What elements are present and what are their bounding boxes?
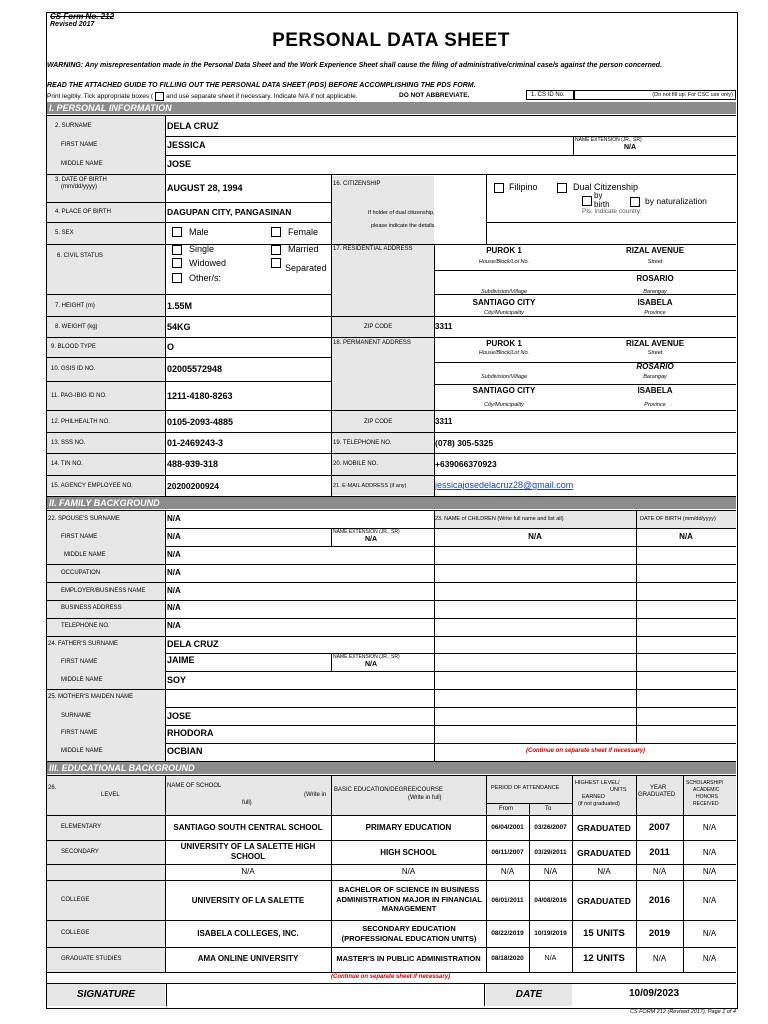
header-honors-4: RECEIVED [693, 801, 719, 807]
single-option: Single [189, 244, 215, 254]
row-level: GRADUATE STUDIES [61, 956, 122, 962]
res-zip-value[interactable]: 3311 [435, 322, 453, 331]
weight-label: 8. WEIGHT (kg) [55, 324, 98, 330]
height-label: 7. HEIGHT (m) [55, 303, 95, 309]
education-header-bg [47, 775, 736, 815]
row-units[interactable]: 12 UNITS [583, 953, 625, 964]
spouse-first-value[interactable]: N/A [167, 532, 181, 541]
header-units-2: UNITS [610, 787, 627, 793]
perm-house-value[interactable]: PUROK 1 [486, 339, 522, 348]
education-num: 26. [48, 785, 57, 791]
perm-zip-value[interactable]: 3311 [435, 417, 453, 426]
father-ext-value[interactable]: N/A [364, 661, 378, 668]
mobile-value[interactable]: +639066370923 [435, 459, 497, 469]
row-units[interactable]: N/A [597, 867, 611, 876]
surname-label: 2. SURNAME [55, 123, 92, 129]
row-units[interactable]: GRADUATED [577, 896, 631, 906]
row-year[interactable]: N/A [652, 954, 667, 963]
tin-label: 14. TIN NO. [51, 461, 83, 467]
perm-barangay-sub: Barangay [643, 374, 667, 380]
citizenship-label: 16. CITIZENSHIP [333, 181, 381, 187]
header-from: From [499, 806, 513, 812]
mother-first-label: FIRST NAME [61, 730, 98, 736]
read-guide-text: READ THE ATTACHED GUIDE TO FILLING OUT THE PERSONAL DATA SHEET (PDS) BEFORE ACCOMPLISHING THE PDS FORM. [47, 82, 476, 89]
row-school[interactable]: UNIVERSITY OF LA SALETTE HIGH SCHOOL [180, 842, 316, 861]
res-zip-label: ZIP CODE [364, 324, 393, 330]
row-level: COLLEGE [61, 930, 90, 936]
married-option: Married [288, 244, 319, 254]
tin-value[interactable]: 488-939-318 [167, 459, 219, 469]
telephone-label: 19. TELEPHONE NO. [333, 440, 392, 446]
middle-name-value[interactable]: JOSE [167, 159, 192, 169]
cs-id-field[interactable]: (Do not fill up. For CSC use only) [574, 90, 736, 100]
header-course-2: (Write in full) [408, 795, 442, 801]
education-level-bg [47, 815, 165, 973]
female-checkbox[interactable] [271, 227, 281, 237]
row-from[interactable]: 08/18/2020 [491, 955, 524, 962]
email-link[interactable]: jessicajosedelacruz28@gmail.com [435, 480, 574, 490]
row-to[interactable]: N/A [544, 955, 557, 962]
signature-field[interactable] [166, 984, 485, 1006]
row-honors[interactable]: N/A [702, 848, 717, 857]
header-school-3: full) [242, 800, 252, 806]
mother-first-value[interactable]: RHODORA [167, 728, 214, 738]
row-course[interactable]: PRIMARY EDUCATION [365, 823, 452, 832]
mother-surname-value[interactable]: JOSE [167, 711, 192, 721]
no-abbreviate-note: DO NOT ABBREVIATE. [399, 92, 470, 99]
mobile-label: 20. MOBILE NO. [333, 461, 379, 467]
revised-label: Revised 2017 [50, 21, 95, 28]
row-year[interactable]: 2019 [648, 928, 671, 939]
widowed-checkbox[interactable] [172, 258, 182, 268]
residential-address-label: 17. RESIDENTIAL ADDRESS [333, 246, 413, 252]
pob-value[interactable]: DAGUPAN CITY, PANGASINAN [167, 207, 292, 217]
mother-maiden-label: 25. MOTHER'S MAIDEN NAME [48, 694, 134, 700]
header-course-1: BASIC EDUCATION/DEGREE/COURSE [334, 787, 443, 793]
by-naturalization-option: by naturalization [645, 196, 707, 206]
perm-barangay-value[interactable]: ROSARIO [636, 362, 674, 371]
gsis-value[interactable]: 02005572948 [167, 364, 223, 374]
name-ext-label: NAME EXTENSION (JR., SR) [575, 137, 642, 143]
header-school-1: NAME OF SCHOOL [167, 783, 222, 789]
dob-value[interactable]: AUGUST 28, 1994 [167, 183, 243, 193]
male-option: Male [189, 227, 209, 237]
pagibig-value[interactable]: 1211-4180-8263 [167, 391, 233, 401]
row-units[interactable]: 15 UNITS [583, 928, 625, 939]
print-note: Print legibly. Tick appropriate boxes ( and use separate sheet if necessary. Indicate N/A if not applicable. [47, 93, 358, 101]
mother-middle-label: MIDDLE NAME [61, 748, 103, 754]
surname-value[interactable]: DELA CRUZ [167, 121, 219, 131]
res-city-sub: City/Municipality [484, 310, 524, 316]
row-level: COLLEGE [61, 897, 90, 903]
father-ext-label: NAME EXTENSION (JR., SR) [333, 654, 400, 660]
spouse-first-label: FIRST NAME [61, 534, 98, 540]
row-course[interactable]: BACHELOR OF SCIENCE IN BUSINESS ADMINISTRATION MAJOR IN FINANCIAL MANAGEMENT [336, 885, 482, 913]
middle-name-label: MIDDLE NAME [61, 161, 103, 167]
res-subdivision-sub: Subdivision/Village [480, 289, 528, 295]
section-personal-information: I. PERSONAL INFORMATION [47, 102, 736, 114]
child-name-value[interactable]: N/A [528, 532, 542, 541]
row-school[interactable]: UNIVERSITY OF LA SALETTE [191, 896, 305, 905]
education-continue-note: (Continue on separate sheet if necessary) [331, 974, 451, 980]
res-barangay-value[interactable]: ROSARIO [636, 274, 674, 283]
header-period: PERIOD OF ATTENDANCE [491, 785, 560, 791]
res-house-value[interactable]: PUROK 1 [486, 246, 522, 255]
civil-status-label: 6. CIVIL STATUS [57, 253, 103, 259]
mother-middle-value[interactable]: OCBIAN [167, 746, 203, 756]
father-middle-value[interactable]: SOY [167, 675, 187, 685]
dual-note-1: If holder of dual citizenship, [368, 210, 435, 216]
row-units[interactable]: GRADUATED [577, 848, 631, 858]
row-course[interactable]: MASTER'S IN PUBLIC ADMINISTRATION [336, 954, 481, 963]
sss-value[interactable]: 01-2469243-3 [167, 438, 224, 448]
occupation-value[interactable]: N/A [167, 568, 181, 577]
father-surname-label: 24. FATHER'S SURNAME [48, 641, 119, 647]
perm-street-value[interactable]: RIZAL AVENUE [625, 339, 685, 348]
employer-value[interactable]: N/A [167, 586, 181, 595]
row-year[interactable]: N/A [652, 867, 667, 876]
res-province-sub: Province [644, 310, 666, 316]
res-city-value[interactable]: SANTIAGO CITY [472, 298, 536, 307]
perm-house-sub: House/Block/Lot No. [478, 350, 530, 356]
res-province-value[interactable]: ISABELA [637, 298, 673, 307]
row-school[interactable]: N/A [241, 867, 255, 876]
row-year[interactable]: 2007 [648, 822, 671, 833]
spouse-telephone-label: TELEPHONE NO. [61, 623, 110, 629]
row-school[interactable]: SANTIAGO SOUTH CENTRAL SCHOOL [173, 823, 323, 832]
form-footer: CS FORM 212 (Revised 2017), Page 1 of 4 [629, 1009, 736, 1015]
section-educational-background: III. EDUCATIONAL BACKGROUND [47, 762, 736, 774]
indicate-country-note: Pls. indicate country: [582, 208, 642, 215]
row-from[interactable]: 06/04/2001 [491, 824, 524, 831]
header-honors-1: SCHOLARSHIP/ [686, 780, 724, 786]
email-label: 21. E-MAIL ADDRESS (if any) [333, 483, 407, 489]
row-course[interactable]: HIGH SCHOOL [380, 848, 437, 857]
header-year-2: GRADUATED [638, 792, 676, 798]
header-units-4: (if not graduated) [578, 801, 620, 807]
row-course[interactable]: SECONDARY EDUCATION (PROFESSIONAL EDUCATION UNITS) [341, 924, 477, 943]
perm-province-sub: Province [644, 402, 666, 408]
gsis-label: 10. GSIS ID NO. [51, 366, 96, 372]
date-value[interactable]: 10/09/2023 [628, 988, 680, 999]
dob-label: 3. DATE OF BIRTH [55, 177, 107, 183]
dual-citizenship-option: Dual Citizenship [573, 182, 639, 192]
section-family-background: II. FAMILY BACKGROUND [47, 497, 736, 509]
header-units-1: HIGHEST LEVEL/ [575, 780, 620, 786]
pob-label: 4. PLACE OF BIRTH [55, 209, 111, 215]
res-street-sub: Street [647, 259, 663, 265]
dob-format-label: (mm/dd/yyyy) [61, 184, 97, 190]
married-checkbox[interactable] [271, 245, 281, 255]
perm-street-sub: Street [647, 350, 663, 356]
form-number: CS Form No. 212 [50, 12, 115, 21]
agency-value[interactable]: 20200200924 [167, 481, 220, 491]
child-dob-value[interactable]: N/A [679, 532, 693, 541]
height-value[interactable]: 1.55M [167, 301, 193, 311]
header-units-3: EARNED [582, 794, 605, 800]
first-name-value[interactable]: JESSICA [167, 140, 206, 150]
row-honors[interactable]: N/A [702, 929, 717, 938]
header-honors-3: HONORS [696, 794, 718, 800]
res-barangay-sub: Barangay [643, 289, 667, 295]
others-checkbox[interactable] [172, 273, 182, 283]
row-honors[interactable]: N/A [702, 896, 717, 905]
birth-label: birth [594, 200, 610, 209]
children-dob-label: DATE OF BIRTH (mm/dd/yyyy) [640, 516, 716, 522]
spouse-middle-label: MIDDLE NAME [64, 552, 106, 558]
spouse-surname-label: 22. SPOUSE'S SURNAME [48, 516, 120, 522]
blood-type-label: 9. BLOOD TYPE [51, 344, 96, 350]
cs-id-label: 1. CS ID No. [526, 90, 574, 100]
res-street-value[interactable]: RIZAL AVENUE [625, 246, 685, 255]
header-school-2: (Write in [304, 792, 327, 798]
tick-box-icon [155, 92, 164, 101]
separated-checkbox[interactable] [271, 258, 281, 268]
spouse-ext-value[interactable]: N/A [364, 536, 378, 543]
row-from[interactable]: N/A [500, 867, 515, 876]
perm-city-value[interactable]: SANTIAGO CITY [472, 386, 536, 395]
single-checkbox[interactable] [172, 245, 182, 255]
by-naturalization-checkbox[interactable] [630, 197, 640, 207]
spouse-middle-value[interactable]: N/A [167, 550, 181, 559]
row-year[interactable]: 2011 [649, 847, 670, 858]
row-from[interactable]: 08/22/2019 [491, 930, 524, 937]
dual-note-2: please indicate the details. [371, 223, 436, 229]
children-label: 23. NAME of CHILDREN (Write full name and list all) [435, 516, 564, 522]
filipino-checkbox[interactable] [494, 183, 504, 193]
employer-label: EMPLOYER/BUSINESS NAME [61, 588, 146, 594]
row-to[interactable]: 10/19/2019 [534, 930, 567, 937]
row-honors[interactable]: N/A [702, 867, 717, 876]
page-title: PERSONAL DATA SHEET [272, 30, 510, 51]
philhealth-label: 12. PHILHEALTH NO. [51, 419, 110, 425]
perm-subdivision-sub: Subdivision/Village [480, 374, 528, 380]
row-honors[interactable]: N/A [702, 954, 717, 963]
row-to[interactable]: 04/08/2016 [534, 897, 567, 904]
perm-province-value[interactable]: ISABELA [637, 386, 673, 395]
row-level: SECONDARY [61, 849, 99, 855]
res-house-sub: House/Block/Lot No. [478, 259, 530, 265]
weight-value[interactable]: 54KG [167, 322, 191, 332]
row-from[interactable]: 06/11/2007 [491, 849, 524, 856]
by-label: by [594, 191, 603, 200]
row-year[interactable]: 2016 [648, 895, 671, 906]
date-label: DATE [486, 984, 572, 1006]
spouse-surname-value[interactable]: N/A [167, 514, 181, 523]
row-from[interactable]: 06/01/2011 [491, 897, 524, 904]
business-address-value[interactable]: N/A [167, 603, 181, 612]
row-honors[interactable]: N/A [702, 823, 717, 832]
father-middle-label: MIDDLE NAME [61, 677, 103, 683]
warning-text: WARNING: Any misrepresentation made in the Personal Data Sheet and the Work Experience Sheet shall cause the filing of administrative/criminal case/s against the person concerned. [47, 62, 663, 69]
spouse-ext-label: NAME EXTENSION (JR., SR) [333, 529, 400, 535]
row-to[interactable]: N/A [543, 867, 558, 876]
name-ext-value[interactable]: N/A [623, 144, 637, 151]
row-level: ELEMENTARY [61, 824, 102, 830]
header-honors-2: ACADEMIC [693, 787, 720, 793]
male-checkbox[interactable] [172, 227, 182, 237]
row-course[interactable]: N/A [401, 867, 416, 876]
female-option: Female [288, 227, 319, 237]
sex-label: 5. SEX [55, 230, 74, 236]
signature-label: SIGNATURE [47, 984, 165, 1006]
agency-label: 15. AGENCY EMPLOYEE NO. [51, 483, 133, 489]
mother-surname-label: SURNAME [61, 713, 92, 719]
row-school[interactable]: AMA ONLINE UNIVERSITY [197, 954, 299, 963]
business-address-label: BUSINESS ADDRESS [61, 605, 122, 611]
perm-city-sub: City/Municipality [484, 402, 524, 408]
row-units[interactable]: GRADUATED [577, 823, 631, 833]
dual-citizenship-checkbox[interactable] [557, 183, 567, 193]
row-to[interactable]: 03/29/2011 [534, 849, 567, 856]
telephone-value[interactable]: (078) 305-5325 [435, 438, 494, 448]
by-birth-checkbox[interactable] [582, 196, 592, 206]
header-level: LEVEL [101, 792, 120, 798]
occupation-label: OCCUPATION [61, 570, 101, 576]
spouse-telephone-value[interactable]: N/A [167, 621, 181, 630]
row-school[interactable]: ISABELA COLLEGES, INC. [197, 929, 299, 938]
separated-option: Separated [285, 263, 327, 273]
father-first-value[interactable]: JAIME [167, 655, 195, 665]
widowed-option: Widowed [189, 258, 227, 268]
family-continue-note: (Continue on separate sheet if necessary) [526, 748, 646, 754]
header-to: To [545, 806, 552, 812]
blood-type-value[interactable]: O [167, 342, 175, 352]
permanent-address-label: 18. PERMANENT ADDRESS [333, 340, 411, 346]
father-surname-value[interactable]: DELA CRUZ [167, 639, 219, 649]
father-first-label: FIRST NAME [61, 659, 98, 665]
header-year-1: YEAR [650, 785, 667, 791]
sss-label: 13. SSS NO. [51, 440, 86, 446]
others-option: Other/s: [189, 273, 222, 283]
pagibig-label: 11. PAG-IBIG ID NO. [51, 393, 107, 399]
perm-zip-label: ZIP CODE [364, 419, 393, 425]
first-name-label: FIRST NAME [61, 142, 98, 148]
row-to[interactable]: 03/26/2007 [534, 824, 567, 831]
filipino-option: Filipino [509, 182, 538, 192]
philhealth-value[interactable]: 0105-2093-4885 [167, 417, 234, 427]
